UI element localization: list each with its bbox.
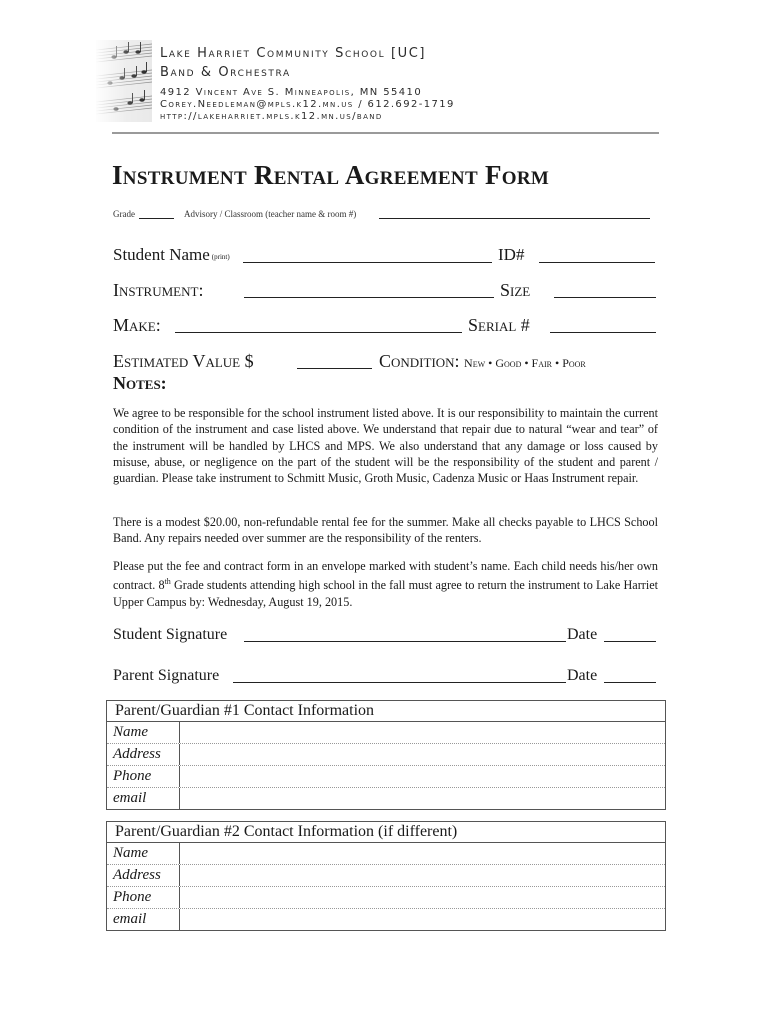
parent-signature-field[interactable] bbox=[233, 682, 566, 683]
parent-date-field[interactable] bbox=[604, 682, 656, 683]
guardian-1-email-field[interactable] bbox=[180, 788, 665, 809]
phone-label: Phone bbox=[107, 766, 180, 787]
student-signature-field[interactable] bbox=[244, 641, 566, 642]
form-title: Instrument Rental Agreement Form bbox=[112, 160, 550, 190]
responsibility-paragraph: We agree to be responsible for the school instrument listed above. It is our responsibility to maintain the current condition of the instrument and case listed above. We understand that repair due to natural “wear and tear” of the instrument will be handled by LHCS and MPS. We also understand that any damage or loss caused by misuse, abuse, or negligence on the part of the student will be the responsibility of the student and parent / guardian. Please take instrument to Schmitt Music, Groth Music, Cadenza Music or Haas Instrument repair. bbox=[113, 406, 658, 486]
table-row bbox=[107, 766, 665, 788]
grade-field[interactable] bbox=[139, 218, 174, 219]
notes-label: Notes: bbox=[113, 373, 167, 393]
advisory-label: Advisory / Classroom (teacher name & room #) bbox=[184, 209, 357, 219]
parent-signature-label: Parent Signature bbox=[113, 667, 220, 684]
estimated-value-field[interactable] bbox=[297, 368, 372, 369]
guardian-2-address-field[interactable] bbox=[180, 865, 665, 886]
table-row bbox=[107, 909, 665, 930]
return-paragraph: Please put the fee and contract form in an envelope marked with student’s name. Each child needs his/her own contract. 8th Grade students attending high school in the fall must agree to return the instrument to Lake Harriet Upper Campus by: Wednesday, August 19, 2015. bbox=[113, 559, 659, 609]
guardian-2-contact-table bbox=[106, 821, 666, 931]
table-row bbox=[107, 843, 665, 865]
contact-email-phone: Corey.Needleman@mpls.k12.mn.us / 612.692-1719 bbox=[160, 99, 455, 110]
guardian-1-address-field[interactable] bbox=[180, 744, 665, 765]
guardian-1-phone-field[interactable] bbox=[180, 766, 665, 787]
size-field[interactable] bbox=[554, 297, 656, 298]
name-label: Name bbox=[107, 843, 180, 864]
address-label: Address bbox=[107, 865, 180, 886]
condition-label: Condition: New • Good • Fair • Poor bbox=[379, 351, 586, 371]
table-row bbox=[107, 887, 665, 909]
guardian-2-name-field[interactable] bbox=[180, 843, 665, 864]
student-date-field[interactable] bbox=[604, 641, 656, 642]
make-label: Make: bbox=[113, 315, 161, 335]
id-field[interactable] bbox=[539, 262, 655, 263]
grade-label: Grade bbox=[113, 209, 135, 219]
phone-label: Phone bbox=[107, 887, 180, 908]
student-name-label: Student Name (print) bbox=[113, 245, 230, 264]
name-label: Name bbox=[107, 722, 180, 743]
print-note: (print) bbox=[211, 253, 230, 261]
advisory-field[interactable] bbox=[379, 218, 650, 219]
table-row bbox=[107, 744, 665, 766]
student-date-label: Date bbox=[567, 626, 598, 643]
student-name-field[interactable] bbox=[243, 262, 492, 263]
guardian-2-email-field[interactable] bbox=[180, 909, 665, 930]
estimated-value-label: Estimated Value $ bbox=[113, 351, 254, 371]
instrument-field[interactable] bbox=[244, 297, 494, 298]
table-row bbox=[107, 722, 665, 744]
guardian-1-heading: Parent/Guardian #1 Contact Information bbox=[107, 701, 665, 722]
size-label: Size bbox=[500, 280, 531, 300]
guardian-2-phone-field[interactable] bbox=[180, 887, 665, 908]
guardian-2-heading: Parent/Guardian #2 Contact Information (if different) bbox=[107, 822, 665, 843]
serial-label: Serial # bbox=[468, 315, 530, 335]
address-label: Address bbox=[107, 744, 180, 765]
parent-date-label: Date bbox=[567, 667, 598, 684]
fee-paragraph: There is a modest $20.00, non-refundable rental fee for the summer. Make all checks payable to LHCS School Band. Any repairs needed over summer are the responsibility of the renters. bbox=[113, 515, 658, 546]
condition-options[interactable]: New • Good • Fair • Poor bbox=[464, 356, 586, 370]
email-label: email bbox=[107, 788, 180, 809]
program-name: Band & Orchestra bbox=[160, 65, 291, 80]
serial-field[interactable] bbox=[550, 332, 656, 333]
sheet-music-logo bbox=[96, 40, 152, 122]
table-row bbox=[107, 788, 665, 809]
guardian-1-name-field[interactable] bbox=[180, 722, 665, 743]
school-name: Lake Harriet Community School [UC] bbox=[160, 46, 427, 61]
make-field[interactable] bbox=[175, 332, 462, 333]
email-label: email bbox=[107, 909, 180, 930]
letterhead bbox=[160, 44, 455, 123]
instrument-label: Instrument: bbox=[113, 280, 204, 300]
guardian-1-contact-table bbox=[106, 700, 666, 810]
student-signature-label: Student Signature bbox=[113, 626, 228, 643]
id-label: ID# bbox=[498, 245, 525, 264]
school-address: 4912 Vincent Ave S. Minneapolis, MN 55410 bbox=[160, 87, 423, 98]
header-divider bbox=[112, 132, 659, 134]
band-website: http://lakeharriet.mpls.k12.mn.us/band bbox=[160, 111, 383, 122]
table-row bbox=[107, 865, 665, 887]
